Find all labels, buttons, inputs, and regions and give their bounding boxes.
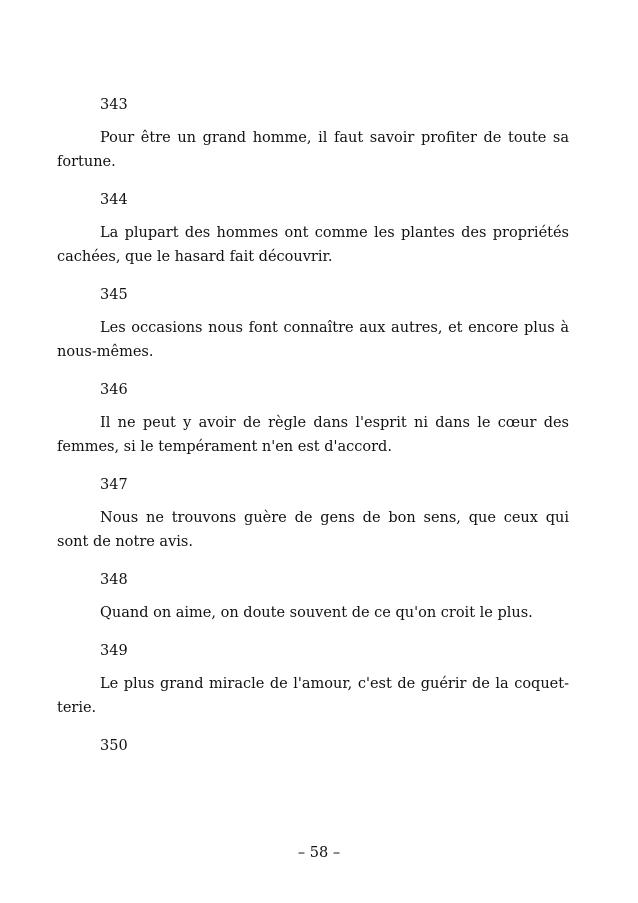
maxim-344 <box>57 187 569 269</box>
maxim-343 <box>57 92 569 174</box>
maxim-text: Pour être un grand homme, il faut savoir profiter de toute sa fortune. <box>57 130 569 170</box>
maxim-349 <box>57 638 569 720</box>
maxim-number: 343 <box>100 97 128 113</box>
maxim-number: 344 <box>100 192 128 208</box>
maxim-number: 345 <box>100 287 128 303</box>
maxim-number: 350 <box>100 738 128 754</box>
maxim-number: 348 <box>100 572 128 588</box>
maxim-350 <box>57 733 569 759</box>
page-body <box>57 92 569 767</box>
maxim-text: Il ne peut y avoir de règle dans l'esprit ni dans le cœur des femmes, si le tempérament n'en est d'accord. <box>57 415 569 455</box>
maxim-345 <box>57 282 569 364</box>
maxim-number: 346 <box>100 382 128 398</box>
maxim-number: 349 <box>100 643 128 659</box>
maxim-text: Nous ne trouvons guère de gens de bon sens, que ceux qui sont de notre avis. <box>57 510 569 550</box>
maxim-text: Les occasions nous font connaître aux autres, et encore plus à nous-mêmes. <box>57 320 569 360</box>
maxim-346 <box>57 377 569 459</box>
maxim-text: Quand on aime, on doute souvent de ce qu'on croit le plus. <box>100 605 533 621</box>
maxim-number: 347 <box>100 477 128 493</box>
maxim-text: La plupart des hommes ont comme les plantes des propriétés cachées, que le hasard fait découvrir. <box>57 225 569 265</box>
maxim-text: Le plus grand miracle de l'amour, c'est de guérir de la coquetterie. <box>57 676 569 716</box>
maxim-347 <box>57 472 569 554</box>
page-number: – 58 – <box>297 845 341 861</box>
maxim-348 <box>57 567 569 625</box>
